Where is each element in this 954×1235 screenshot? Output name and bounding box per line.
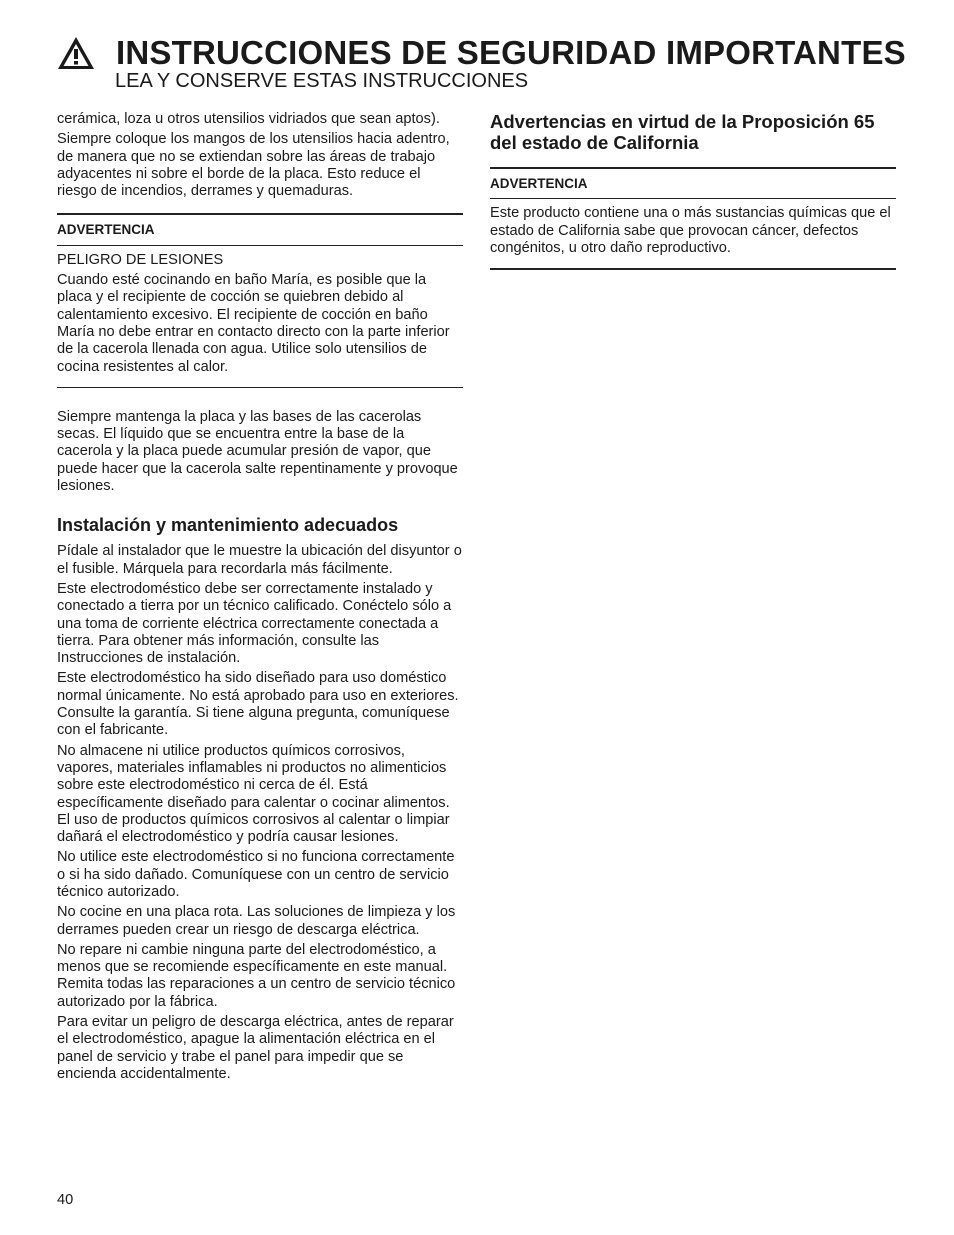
body-paragraph: No utilice este electrodoméstico si no funciona correctamente o si ha sido dañado. Comuníquese con un centro de servicio técnico autorizado.: [57, 849, 455, 900]
warning-triangle-icon: [56, 35, 96, 71]
body-paragraph: Pídale al instalador que le muestre la ubicación del disyuntor o el fusible. Márquela para recordarla más fácilmente.: [57, 543, 462, 577]
body-paragraph: No almacene ni utilice productos químicos corrosivos, vapores, materiales inflamables ni productos no alimenticios sobre este electrodoméstico ni cerca de él. Está específicamente diseñado para calentar o cocinar alimentos. El uso de productos químicos corrosivos al calentar o limpiar dañará el electrodoméstico y podría causar lesiones.: [57, 742, 450, 846]
warning-heading: PELIGRO DE LESIONES: [57, 251, 224, 268]
intro-paragraph: cerámica, loza u otros utensilios vidriados que sean aptos).: [57, 111, 440, 127]
warning-text: Este producto contiene una o más sustancias químicas que el estado de California sabe que provocan cáncer, defectos congénitos, u otro daño reproductivo.: [490, 205, 891, 256]
warning-label: ADVERTENCIA: [57, 215, 463, 245]
body-paragraph: No cocine en una placa rota. Las soluciones de limpieza y los derrames pueden crear un riesgo de descarga eléctrica.: [57, 904, 456, 938]
body-paragraph: No repare ni cambie ninguna parte del electrodoméstico, a menos que se recomiende específicamente en este manual. Remita todas las reparaciones a un centro de servicio técnico autorizado por la fábrica.: [57, 941, 456, 1010]
right-column: [490, 111, 896, 270]
left-column: [57, 111, 463, 1086]
intro-paragraph: Siempre coloque los mangos de los utensilios hacia adentro, de manera que no se extiendan sobre las áreas de trabajo adyacentes ni sobre el borde de la placa. Esto reduce el riesgo de incendios, derrames y quemaduras.: [57, 131, 450, 200]
page-number: 40: [57, 1192, 74, 1208]
body-paragraph: Este electrodoméstico ha sido diseñado para uso doméstico normal únicamente. No está aprobado para uso en exteriores. Consulte la garantía. Si tiene alguna pregunta, comuníquese con el fabricante.: [57, 670, 459, 739]
body-paragraph: Para evitar un peligro de descarga eléctrica, antes de reparar el electrodoméstico, apague la alimentación eléctrica en el panel de servicio y trabe el panel para impedir que se encienda accidentalmente.: [57, 1014, 454, 1082]
body-paragraph: Siempre mantenga la placa y las bases de las cacerolas secas. El líquido que se encuentra entre la base de la cacerola y la placa puede acumular presión de vapor, que puede hacer que la cacerola salte repentinamente y provoque lesiones.: [57, 408, 458, 495]
body-paragraph: Este electrodoméstico debe ser correctamente instalado y conectado a tierra por un técnico calificado. Conéctelo sólo a una toma de corriente eléctrica correctamente conectada a tierra. Para obtener más información, consulte las Instrucciones de instalación.: [57, 580, 452, 667]
section-title-installation: Instalación y mantenimiento adecuados: [57, 515, 399, 536]
page-subtitle: LEA Y CONSERVE ESTAS INSTRUCCIONES: [115, 70, 529, 92]
warning-box: [57, 213, 463, 387]
page-title: INSTRUCCIONES DE SEGURIDAD IMPORTANTES: [116, 34, 906, 71]
warning-text: Cuando esté cocinando en baño María, es posible que la placa y el recipiente de cocción se quiebren debido al calentamiento excesivo. El recipiente de cocción en baño María no debe entrar en contacto directo con la parte inferior de la cacerola llenada con agua. Utilice solo utensilios de cocina resistentes al calor.: [57, 272, 450, 375]
title-row: [56, 34, 926, 72]
page-header: [56, 34, 926, 92]
section-title-prop65: Advertencias en virtud de la Proposición 65 del estado de California: [490, 111, 875, 153]
warning-box-prop65: [490, 167, 896, 270]
warning-label: ADVERTENCIA: [490, 169, 896, 199]
